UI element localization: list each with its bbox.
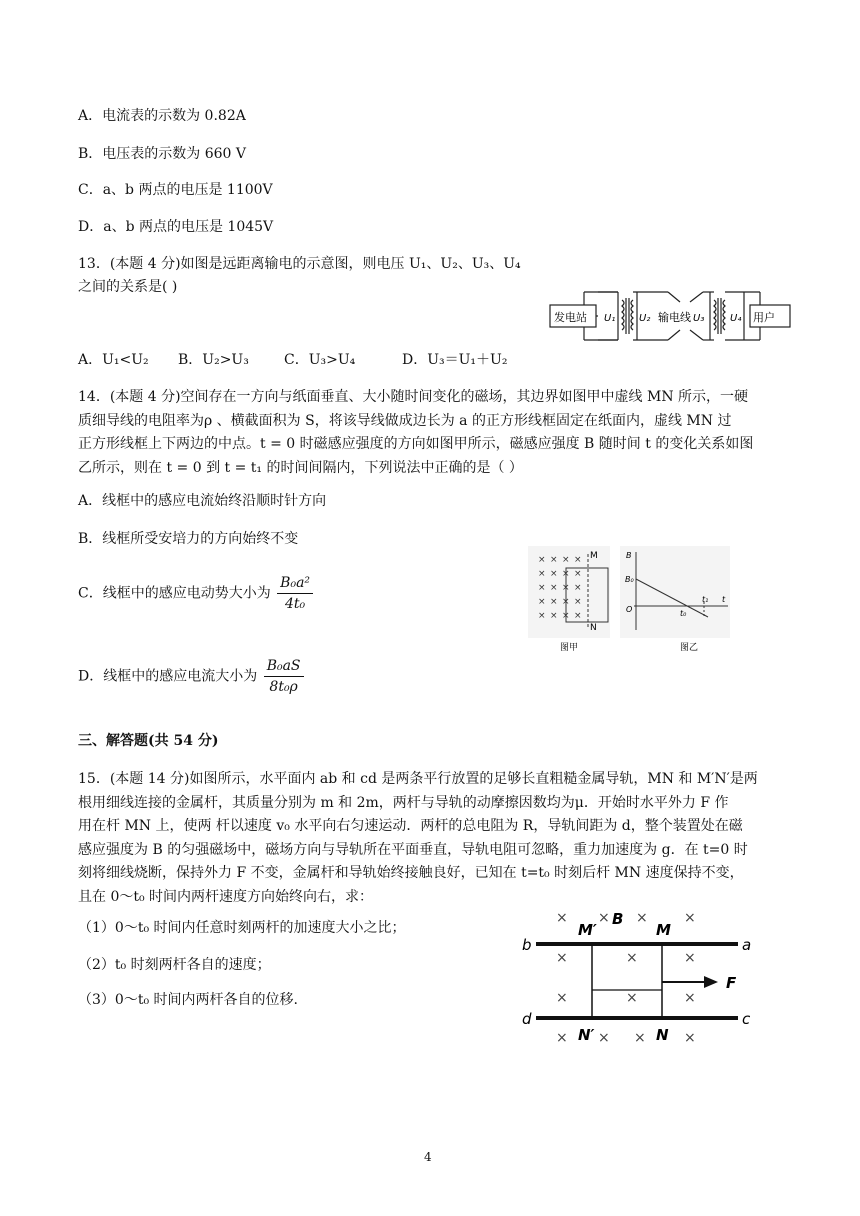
field-cross-icon: × <box>626 990 638 1006</box>
field-cross-icon: × <box>598 1030 610 1046</box>
rod-m-label: M <box>656 921 671 939</box>
user-label: 用户 <box>753 311 775 324</box>
u4-label: U₄ <box>730 313 742 324</box>
page-number: 4 <box>424 1150 432 1164</box>
axis-b-label: B <box>626 551 632 560</box>
field-cross-icon: × <box>598 910 610 926</box>
q14-option-b: B．线框所受安培力的方向始终不变 <box>78 531 299 547</box>
rail-a-label: a <box>742 936 752 954</box>
rail-c-label: c <box>742 1010 751 1028</box>
field-cross-icon: × <box>574 611 582 621</box>
q14-option-c: C．线框中的感应电动势大小为 $\frac{\text{B₀a²}}{\text{4t₀}}$ <box>78 573 313 614</box>
q13-option-d: D．U₃＝U₁＋U₂ <box>402 352 508 368</box>
boundary-n-label: N <box>590 623 597 633</box>
field-cross-icon: × <box>550 611 558 621</box>
u3-label: U₃ <box>693 313 705 324</box>
field-cross-icon: × <box>550 555 558 565</box>
q13-option-a: A．U₁<U₂ <box>78 352 149 368</box>
emf-fraction: $\frac{\text{B₀a²}}{\text{4t₀}}$ <box>277 573 313 614</box>
q13-stem-line2: 之间的关系是( ) <box>78 279 178 295</box>
field-cross-icon: × <box>574 597 582 607</box>
field-cross-icon: × <box>538 569 546 579</box>
q15-sub-3: （3）0～t₀ 时间内两杆各自的位移. <box>78 992 298 1008</box>
rod-mprime-label: M′ <box>578 921 597 939</box>
u1-label: U₁ <box>604 313 616 324</box>
field-cross-icon: × <box>538 597 546 607</box>
field-cross-icon: × <box>562 555 570 565</box>
field-cross-icon: × <box>562 597 570 607</box>
q15-rails-figure <box>516 902 766 1054</box>
rod-nprime-label: N′ <box>578 1026 595 1044</box>
field-cross-icon: × <box>562 569 570 579</box>
q12-option-b: B．电压表的示数为 660 V <box>78 146 247 162</box>
b0-label: B₀ <box>625 575 634 584</box>
q14-stem: 14．(本题 4 分)空间存在一方向与纸面垂直、大小随时间变化的磁场，其边界如图甲中虚线 MN 所示，一硬 质细导线的电阻率为ρ 、横截面积为 S，将该导线做成边长为 a 的正方形线框固定在纸面内，虚线 MN 过 正方形线框上下两边的中点。t = 0 时磁感应强度的方向如图甲所示，磁感应强度 B 随时间 t 的变化关系如图 乙所示，则在 t = 0 到 t = t₁ 的时间间隔内，下列说法中正确的是（ ） <box>78 389 754 476</box>
field-cross-icon: × <box>574 569 582 579</box>
field-cross-icon: × <box>626 950 638 966</box>
rail-b-label: b <box>522 936 532 954</box>
field-cross-icon: × <box>556 950 568 966</box>
section-heading: 三、解答题(共 54 分) <box>78 733 219 749</box>
q15-sub-2: （2）t₀ 时刻两杆各自的速度； <box>78 957 271 973</box>
field-cross-icon: × <box>574 583 582 593</box>
rail-d-label: d <box>522 1010 532 1028</box>
field-cross-icon: × <box>556 990 568 1006</box>
q15-sub-1: （1）0～t₀ 时间内任意时刻两杆的加速度大小之比； <box>78 920 406 936</box>
field-cross-icon: × <box>684 990 696 1006</box>
q12-option-a: A．电流表的示数为 0.82A <box>78 108 246 124</box>
field-cross-icon: × <box>538 611 546 621</box>
field-cross-icon: × <box>684 910 696 926</box>
u2-label: U₂ <box>639 313 651 324</box>
field-cross-icon: × <box>556 910 568 926</box>
q14-option-a: A．线框中的感应电流始终沿顺时针方向 <box>78 493 327 509</box>
transmission-diagram <box>548 286 798 344</box>
t1-label: t₁ <box>702 595 709 604</box>
origin-label: O <box>626 605 633 614</box>
field-cross-icon: × <box>550 583 558 593</box>
field-cross-icon: × <box>538 555 546 565</box>
station-label: 发电站 <box>554 311 587 324</box>
q12-option-c: C．a、b 两点的电压是 1100V <box>78 182 273 198</box>
q14-option-d: D．线框中的感应电流大小为 $\frac{\text{B₀aS}}{\text{8t₀ρ}}$ <box>78 656 304 697</box>
axis-t-label: t <box>722 595 726 604</box>
field-cross-icon: × <box>636 910 648 926</box>
field-cross-icon: × <box>550 569 558 579</box>
q15-stem: 15．(本题 14 分)如图所示，水平面内 ab 和 cd 是两条平行放置的足够长直粗糙金属导轨，MN 和 M′N′是两 根用细线连接的金属杆，其质量分别为 m 和 2m，两杆与导轨的动摩擦因数均为μ．开始时水平外力 F 作 用在杆 MN 上，使两 杆以速度 v₀ 水平向右匀速运动．两杆的总电阻为 R，导轨间距为 d，整个装置处在磁 感应强度为 B 的匀强磁场中，磁场方向与导轨所在平面垂直，导轨电阻可忽略，重力加速度为 g．在 t=0 时 刻将细线烧断，保持外力 F 不变，金属杆和导轨始终接触良好，已知在 t=t₀ 时刻后杆 MN 速度保持不变， 且在 0～t₀ 时间内两杆速度方向始终向右，求： <box>78 771 758 905</box>
t0-label: t₀ <box>680 609 687 618</box>
field-cross-icon: × <box>562 583 570 593</box>
field-cross-icon: × <box>634 1030 646 1046</box>
q14-figure <box>528 546 738 656</box>
current-fraction: $\frac{\text{B₀aS}}{\text{8t₀ρ}}$ <box>264 656 304 697</box>
rod-n-label: N <box>656 1026 669 1044</box>
field-cross-icon: × <box>562 611 570 621</box>
force-f-label: F <box>726 974 737 992</box>
line-label: 输电线 <box>658 311 691 324</box>
boundary-m-label: M <box>590 551 598 561</box>
field-cross-icon: × <box>684 950 696 966</box>
q13-stem-line1: 13．(本题 4 分)如图是远距离输电的示意图，则电压 U₁、U₂、U₃、U₄ <box>78 256 521 272</box>
field-cross-icon: × <box>684 1030 696 1046</box>
field-cross-icon: × <box>538 583 546 593</box>
caption-jia: 图甲 <box>560 643 579 653</box>
field-cross-icon: × <box>556 1030 568 1046</box>
field-cross-icon: × <box>574 555 582 565</box>
caption-yi: 图乙 <box>680 643 699 653</box>
field-cross-icon: × <box>550 597 558 607</box>
q13-option-b: B．U₂>U₃ <box>178 352 249 368</box>
q12-option-d: D．a、b 两点的电压是 1045V <box>78 219 274 235</box>
q13-option-c: C．U₃>U₄ <box>284 352 356 368</box>
field-b-label: B <box>612 910 624 928</box>
